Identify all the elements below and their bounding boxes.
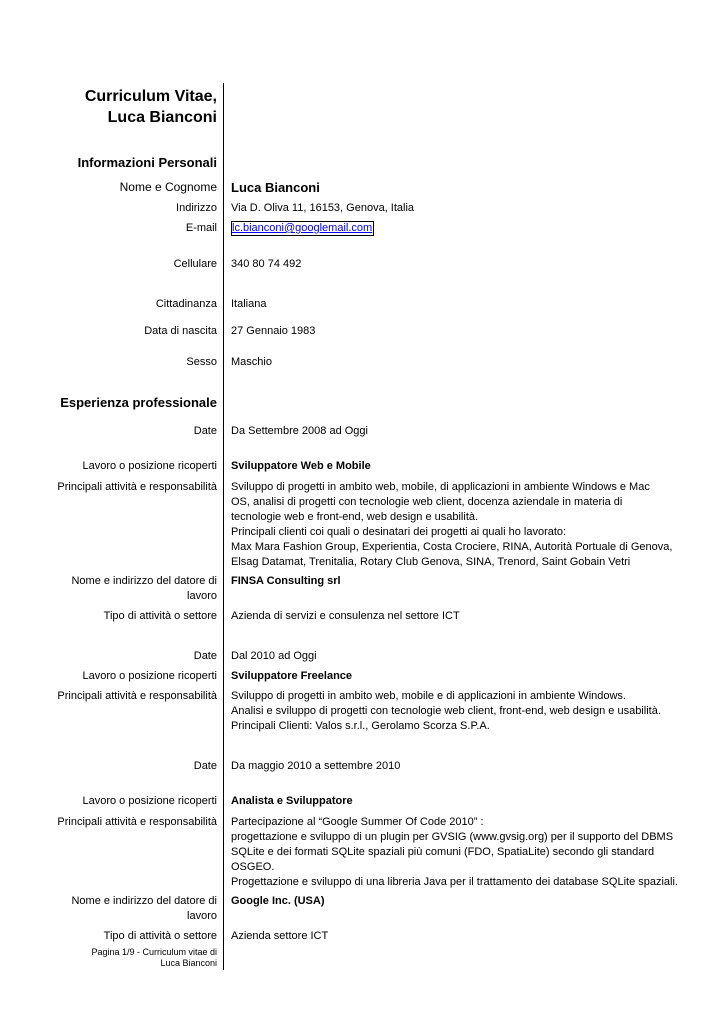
job1-activity-line: tecnologie web e front-end, web design e usabilità. xyxy=(231,511,479,523)
job1-activity-line: OS, analisi di progetti con tecnologie web client, docenza aziendale in materia di xyxy=(231,496,623,508)
cv-title xyxy=(85,86,217,128)
cv-title-line1: Curriculum Vitae, xyxy=(84,88,217,105)
address-value: Via D. Oliva 11, 16153, Genova, Italia xyxy=(231,202,415,214)
email-link[interactable]: lc.bianconi@googlemail.com xyxy=(232,222,373,234)
footer-line2: Luca Bianconi xyxy=(160,958,217,968)
address-label: Indirizzo xyxy=(176,202,217,214)
job2-date-label: Date xyxy=(193,650,217,662)
job1-position-value: Sviluppatore Web e Mobile xyxy=(231,460,371,472)
job2-position-value: Sviluppatore Freelance xyxy=(231,670,353,682)
job2-activity-line: Principali Clienti: Valos s.r.l., Gerolamo Scorza S.P.A. xyxy=(231,720,490,732)
job1-employer-label xyxy=(71,574,217,604)
email-label: E-mail xyxy=(185,222,217,234)
section-title-experience: Esperienza professionale xyxy=(60,395,217,410)
job1-position-label: Lavoro o posizione ricoperti xyxy=(82,460,217,472)
cv-title-line2: Luca Bianconi xyxy=(107,109,217,126)
job2-date-value: Dal 2010 ad Oggi xyxy=(231,650,317,662)
job3-position-value: Analista e Sviluppatore xyxy=(231,795,353,807)
job3-sector-label: Tipo di attività o settore xyxy=(103,930,217,942)
job1-employer-value: FINSA Consulting srl xyxy=(231,575,341,587)
email-container xyxy=(231,221,691,236)
job3-employer-label xyxy=(71,894,217,924)
phone-value: 340 80 74 492 xyxy=(231,258,302,270)
job2-position-label: Lavoro o posizione ricoperti xyxy=(82,670,217,682)
footer-line1: Pagina 1/9 - Curriculum vitae di xyxy=(91,947,217,957)
job1-date-value: Da Settembre 2008 ad Oggi xyxy=(231,425,368,437)
sex-value: Maschio xyxy=(231,356,272,368)
job3-activity-line: Progettazione e sviluppo di una libreria Java per il trattamento dei database SQLite spaziali. xyxy=(231,876,678,888)
job3-employer-label-line2: lavoro xyxy=(187,910,217,922)
job1-date-label: Date xyxy=(193,425,217,437)
job3-date-label: Date xyxy=(193,760,217,772)
job1-sector-label: Tipo di attività o settore xyxy=(103,610,217,622)
job3-activity-line: OSGEO. xyxy=(231,861,275,873)
job3-activity-line: SQLite e dei formati SQLite spaziali più comuni (FDO, SpatiaLite) secondo gli standard xyxy=(231,846,655,858)
job1-activity-line: Sviluppo di progetti in ambito web, mobile, di applicazioni in ambiente Windows e Mac xyxy=(231,481,650,493)
name-value: Luca Bianconi xyxy=(231,180,320,195)
job3-date-value: Da maggio 2010 a settembre 2010 xyxy=(231,760,401,772)
job1-employer-label-line1: Nome e indirizzo del datore di xyxy=(71,575,217,587)
citizenship-value: Italiana xyxy=(231,298,267,310)
job1-activities-label: Principali attività e responsabilità xyxy=(57,481,217,493)
job3-activity-line: Partecipazione al “Google Summer Of Code 2010” : xyxy=(231,816,484,828)
column-divider xyxy=(223,83,224,970)
section-title-personal: Informazioni Personali xyxy=(77,155,217,170)
job1-activities xyxy=(231,480,691,570)
job3-employer-label-line1: Nome e indirizzo del datore di xyxy=(71,895,217,907)
job3-position-label: Lavoro o posizione ricoperti xyxy=(82,795,217,807)
job1-employer-label-line2: lavoro xyxy=(187,590,217,602)
job2-activities xyxy=(231,689,691,734)
birth-label: Data di nascita xyxy=(144,325,217,337)
job1-activity-line: Max Mara Fashion Group, Experientia, Costa Crociere, RINA, Autorità Portuale di Genova, xyxy=(231,541,673,553)
phone-label: Cellulare xyxy=(173,258,217,270)
job2-activities-label: Principali attività e responsabilità xyxy=(57,690,217,702)
job1-sector-value: Azienda di servizi e consulenza nel settore ICT xyxy=(231,610,460,622)
sex-label: Sesso xyxy=(186,356,217,368)
birth-value: 27 Gennaio 1983 xyxy=(231,325,316,337)
job3-activities xyxy=(231,815,691,890)
job2-activity-line: Analisi e sviluppo di progetti con tecnologie web client, front-end, web design e usabilità. xyxy=(231,705,661,717)
job1-activity-line: Principali clienti coi quali o desinatari dei progetti ai quali ho lavorato: xyxy=(231,526,567,538)
job3-employer-value: Google Inc. (USA) xyxy=(231,895,325,907)
job1-activity-line: Elsag Datamat, Trenitalia, Rotary Club Genova, SINA, Trenord, Saint Gobain Vetri xyxy=(231,556,631,568)
job3-activity-line: progettazione e sviluppo di un plugin per GVSIG (www.gvsig.org) per il supporto del DBMS xyxy=(231,831,674,843)
job2-activity-line: Sviluppo di progetti in ambito web, mobile e di applicazioni in ambiente Windows. xyxy=(231,690,626,702)
citizenship-label: Cittadinanza xyxy=(155,298,217,310)
name-label: Nome e Cognome xyxy=(119,180,217,194)
page-footer xyxy=(91,947,217,969)
job3-activities-label: Principali attività e responsabilità xyxy=(57,816,217,828)
job3-sector-value: Azienda settore ICT xyxy=(231,930,329,942)
